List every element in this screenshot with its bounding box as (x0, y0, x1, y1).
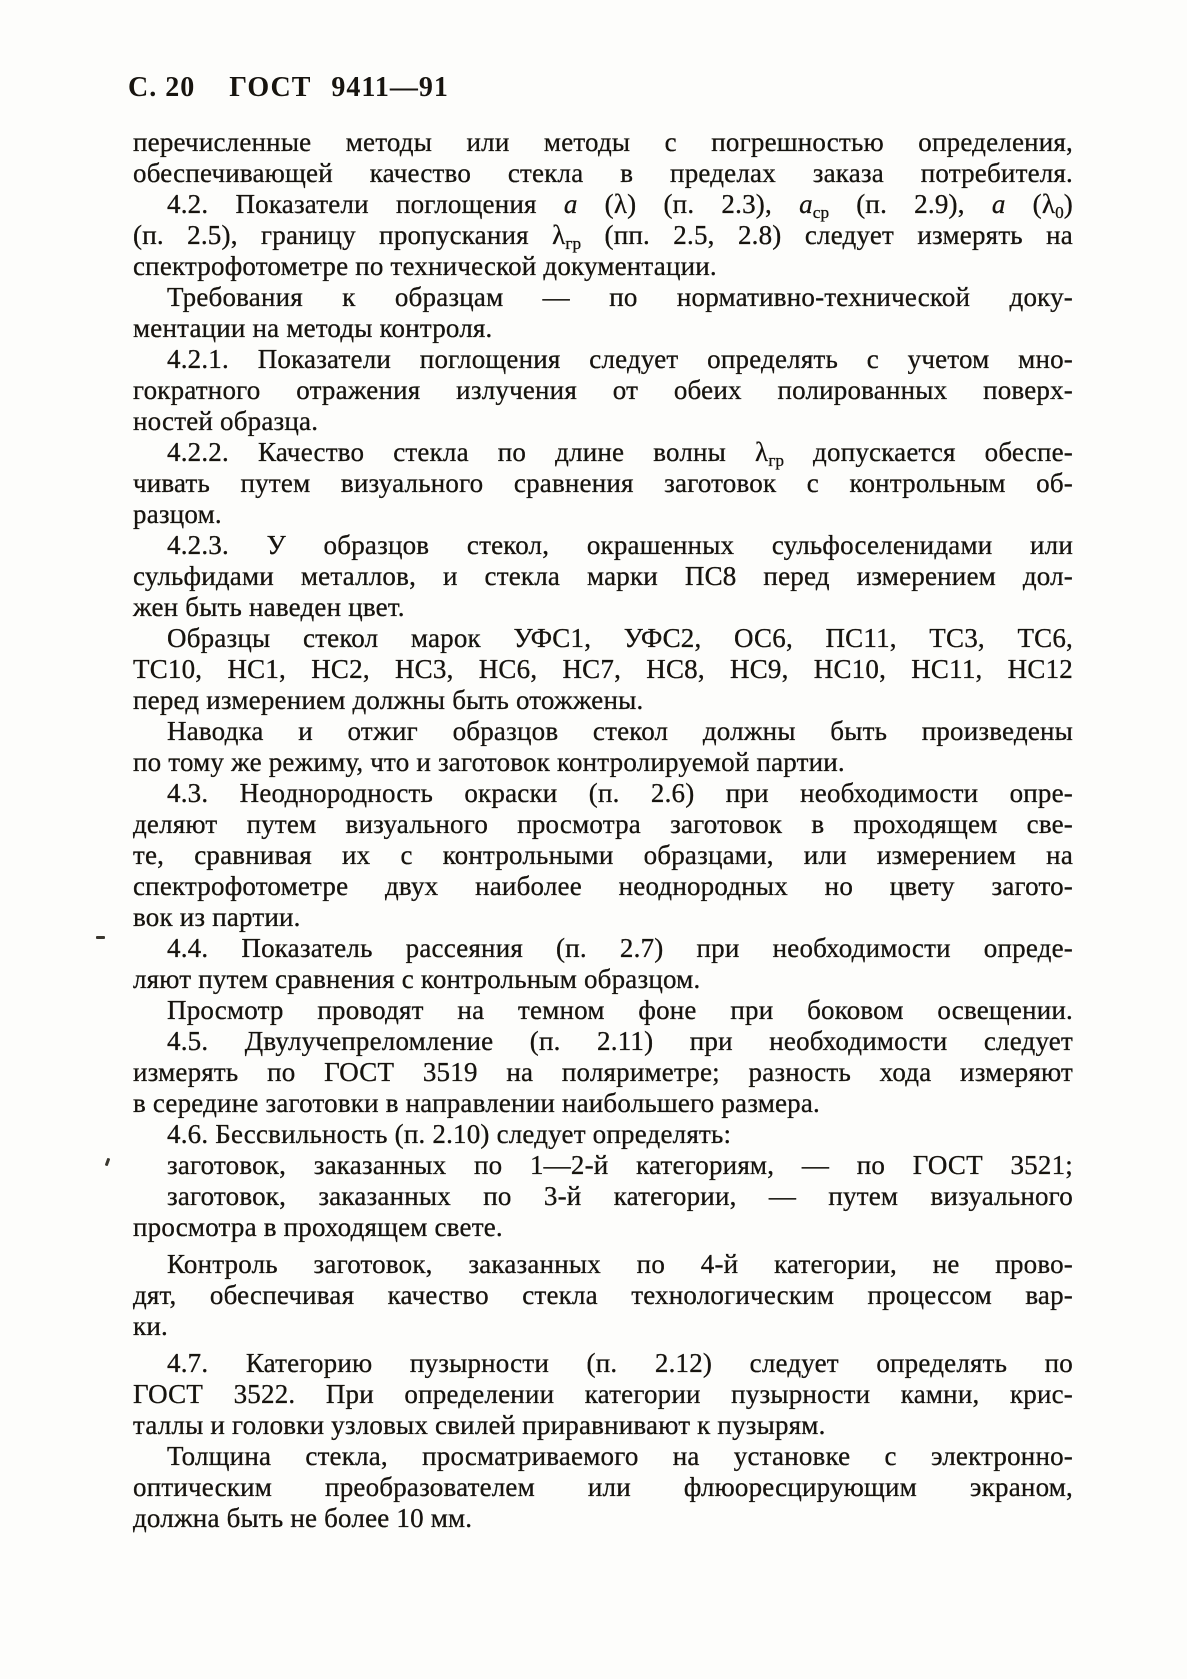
text-run: таллы и головки узловых свилей приравнивают к пузырям. (133, 1410, 826, 1440)
paragraph (133, 282, 1073, 344)
text-run: 4.2.2. Качество стекла по длине волны λ (167, 437, 769, 467)
text-run: 4.4. Показатель рассеяния (п. 2.7) при необходимости опреде- (167, 933, 1073, 963)
paragraph (133, 1181, 1073, 1243)
text-line (133, 344, 1073, 375)
text-run: спектрофотометре двух наиболее неоднородных но цвету загото- (133, 871, 1073, 901)
text-run: жен быть наведен цвет. (133, 592, 405, 622)
text-run: просмотра в проходящем свете. (133, 1212, 503, 1242)
text-run: ГОСТ 3522. При определении категории пузырности камни, крис- (133, 1379, 1073, 1409)
text-line (133, 902, 1073, 933)
text-run: ляют путем сравнения с контрольным образцом. (133, 964, 701, 994)
text-line (133, 375, 1073, 406)
standard-number: 9411—91 (331, 72, 449, 103)
text-run: ТС10, НС1, НС2, НС3, НС6, НС7, НС8, НС9, НС10, НС11, НС12 (133, 654, 1073, 684)
paragraph (133, 1348, 1073, 1441)
text-run: разцом. (133, 499, 222, 529)
text-line (133, 437, 1073, 468)
paragraph (133, 995, 1073, 1026)
paragraph (133, 623, 1073, 716)
paragraph (133, 1119, 1073, 1150)
text-line (133, 1026, 1073, 1057)
text-line (133, 747, 1073, 778)
text-run: а (563, 189, 578, 219)
text-run: Просмотр проводят на темном фоне при боковом освещении. (167, 995, 1073, 1025)
text-line (133, 1410, 1073, 1441)
text-line (133, 1212, 1073, 1243)
text-run: в середине заготовки в направлении наибольшего размера. (133, 1088, 821, 1118)
paragraph (133, 189, 1073, 282)
paragraph (133, 437, 1073, 530)
text-line (133, 282, 1073, 313)
text-line (133, 685, 1073, 716)
paragraph (133, 1249, 1073, 1342)
text-line (133, 871, 1073, 902)
text-run: ностей образца. (133, 406, 319, 436)
paragraph (133, 344, 1073, 437)
text-line (133, 1503, 1073, 1534)
text-run: Толщина стекла, просматриваемого на установке с электронно- (167, 1441, 1073, 1471)
text-run: ки. (133, 1311, 168, 1341)
paragraph (133, 127, 1073, 189)
subscript-text: ср (812, 202, 830, 222)
text-run: (п. 2.5), границу пропускания λ (133, 220, 566, 250)
subscript-text: 0 (1055, 202, 1064, 222)
text-line (133, 561, 1073, 592)
text-line (133, 623, 1073, 654)
text-run: перед измерением должны быть отожжены. (133, 685, 644, 715)
scan-speck (96, 936, 105, 939)
text-run: допускается обеспе- (784, 437, 1074, 467)
paragraph (133, 1441, 1073, 1534)
text-line (133, 1057, 1073, 1088)
text-run: (λ) (п. 2.3), (577, 189, 800, 219)
text-run: Наводка и отжиг образцов стекол должны быть произведены (167, 716, 1073, 746)
text-line (133, 716, 1073, 747)
text-line (133, 809, 1073, 840)
text-run: а (991, 189, 1006, 219)
text-line (133, 499, 1073, 530)
paragraph (133, 1150, 1073, 1181)
text-run: 4.2. Показатели поглощения (167, 189, 564, 219)
text-run: гократного отражения излучения от обеих полированных поверх- (133, 375, 1073, 405)
text-line (133, 1249, 1073, 1280)
text-run: должна быть не более 10 мм. (133, 1503, 473, 1533)
paragraph (133, 716, 1073, 778)
text-line (133, 1348, 1073, 1379)
standard-name: ГОСТ (229, 72, 312, 103)
subscript-text: гр (768, 450, 785, 470)
text-run: дят, обеспечивая качество стекла технологическим процессом вар- (133, 1280, 1073, 1310)
text-run: спектрофотометре по технической документации. (133, 251, 717, 281)
text-line (133, 1119, 1073, 1150)
page-header (128, 72, 449, 104)
text-run: Контроль заготовок, заказанных по 4-й категории, не прово- (167, 1249, 1073, 1279)
text-run: обеспечивающей качество стекла в пределах заказа потребителя. (133, 158, 1073, 188)
text-run: (λ (1005, 189, 1056, 219)
paragraph (133, 1026, 1073, 1119)
text-line (133, 592, 1073, 623)
scan-speck (105, 1158, 111, 1167)
text-run: ) (1063, 189, 1073, 219)
text-run: Образцы стекол марок УФС1, УФС2, ОС6, ПС11, ТС3, ТС6, (167, 623, 1073, 653)
text-run: 4.5. Двулучепреломление (п. 2.11) при необходимости следует (167, 1026, 1073, 1056)
text-line (133, 1472, 1073, 1503)
paragraph (133, 933, 1073, 995)
text-line (133, 995, 1073, 1026)
text-line (133, 964, 1073, 995)
text-run: деляют путем визуального просмотра заготовок в проходящем све- (133, 809, 1073, 839)
text-line (133, 1280, 1073, 1311)
text-line (133, 251, 1073, 282)
text-line (133, 778, 1073, 809)
text-run: измерять по ГОСТ 3519 на поляриметре; разность хода измеряют (133, 1057, 1073, 1087)
text-run: заготовок, заказанных по 3-й категории, — путем визуального (167, 1181, 1073, 1211)
text-run: 4.3. Неоднородность окраски (п. 2.6) при необходимости опре- (167, 778, 1073, 808)
text-line (133, 1379, 1073, 1410)
text-run: 4.2.1. Показатели поглощения следует определять с учетом мно- (167, 344, 1073, 374)
page-number: С. 20 (128, 72, 196, 103)
text-line (133, 1150, 1073, 1181)
document-body (133, 127, 1073, 1534)
text-line (133, 840, 1073, 871)
text-line (133, 1311, 1073, 1342)
text-line (133, 1181, 1073, 1212)
text-run: по тому же режиму, что и заготовок контролируемой партии. (133, 747, 845, 777)
text-line (133, 468, 1073, 499)
text-line (133, 158, 1073, 189)
text-line (133, 530, 1073, 561)
text-run: вок из партии. (133, 902, 301, 932)
text-line (133, 654, 1073, 685)
subscript-text: гр (565, 233, 582, 253)
text-run: а (799, 189, 813, 219)
paragraph (133, 778, 1073, 933)
text-run: чивать путем визуального сравнения заготовок с контрольным об- (133, 468, 1073, 498)
text-line (133, 189, 1073, 220)
text-run: 4.2.3. У образцов стекол, окрашенных сульфоселенидами или (167, 530, 1073, 560)
text-line (133, 127, 1073, 158)
text-line (133, 1441, 1073, 1472)
text-run: (пп. 2.5, 2.8) следует измерять на (581, 220, 1073, 250)
text-run: Требования к образцам — по нормативно-технической доку- (167, 282, 1073, 312)
text-line (133, 220, 1073, 251)
text-run: те, сравнивая их с контрольными образцами, или измерением на (133, 840, 1073, 870)
text-run: 4.6. Бессвильность (п. 2.10) следует определять: (167, 1119, 732, 1149)
text-line (133, 406, 1073, 437)
text-run: (п. 2.9), (829, 189, 992, 219)
paragraph (133, 530, 1073, 623)
text-line (133, 313, 1073, 344)
text-run: заготовок, заказанных по 1—2-й категориям, — по ГОСТ 3521; (167, 1150, 1073, 1180)
text-line (133, 933, 1073, 964)
text-line (133, 1088, 1073, 1119)
text-run: сульфидами металлов, и стекла марки ПС8 перед измерением дол- (133, 561, 1073, 591)
text-run: ментации на методы контроля. (133, 313, 493, 343)
text-run: оптическим преобразователем или флюоресцирующим экраном, (133, 1472, 1073, 1502)
text-run: перечисленные методы или методы с погрешностью определения, (133, 127, 1073, 157)
text-run: 4.7. Категорию пузырности (п. 2.12) следует определять по (167, 1348, 1073, 1378)
